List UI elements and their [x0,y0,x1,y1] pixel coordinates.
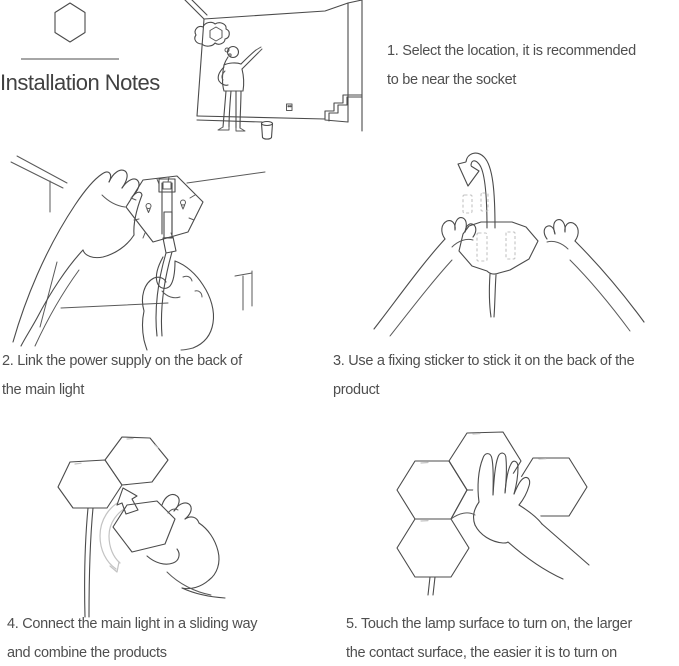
left-hand [13,170,142,346]
right-hand [544,220,644,331]
person [218,47,262,132]
header-divider [21,58,119,60]
slide-arrow [117,488,138,514]
step4-caption-line2: and combine the products [7,644,167,661]
step5-caption-line1: 5. Touch the lamp surface to turn on, the larger [346,616,632,632]
step2-caption-line1: 2. Link the power supply on the back of [2,353,242,369]
left-hand [374,218,476,336]
hexagon-panel-back [459,222,538,274]
step5-illustration [385,425,620,600]
step1-caption-line1: 1. Select the location, it is recommended [387,43,636,59]
paint-bucket [262,122,273,140]
fixing-sticker-strips [463,193,488,213]
step3-caption-line1: 3. Use a fixing sticker to stick it on the back of the [333,353,635,369]
staircase [325,95,362,122]
step3-caption-line2: product [333,381,380,398]
step3-caption [333,347,634,404]
step4-caption-line1: 4. Connect the main light in a sliding way [7,616,258,632]
step1-caption [387,37,636,94]
power-cable [428,577,435,595]
power-cable [489,274,496,317]
step2-caption-line2: the main light [2,381,85,398]
hexagon-icon [53,2,87,43]
step1-illustration [178,0,370,150]
step5-caption [346,610,632,666]
thought-bubble [195,22,231,56]
power-plug [163,212,176,253]
power-cable [85,508,93,617]
step2-illustration [5,150,270,350]
step1-caption-line2: to be near the socket [387,71,517,88]
power-cable [156,252,172,336]
room-walls [185,0,362,131]
hexagon-icon [210,27,222,41]
wall-socket [287,104,293,111]
step4-caption [7,610,257,666]
step5-caption-line2: the contact surface, the easier it is to turn on [346,644,617,661]
hexagon-tiles [58,437,168,508]
page-title: Installation Notes [0,70,160,95]
step2-caption [2,347,242,404]
curved-arrow [458,153,495,228]
holding-hand [147,494,225,598]
held-hexagon-tile [113,501,175,552]
step4-illustration [5,420,235,620]
step3-illustration [360,140,660,350]
